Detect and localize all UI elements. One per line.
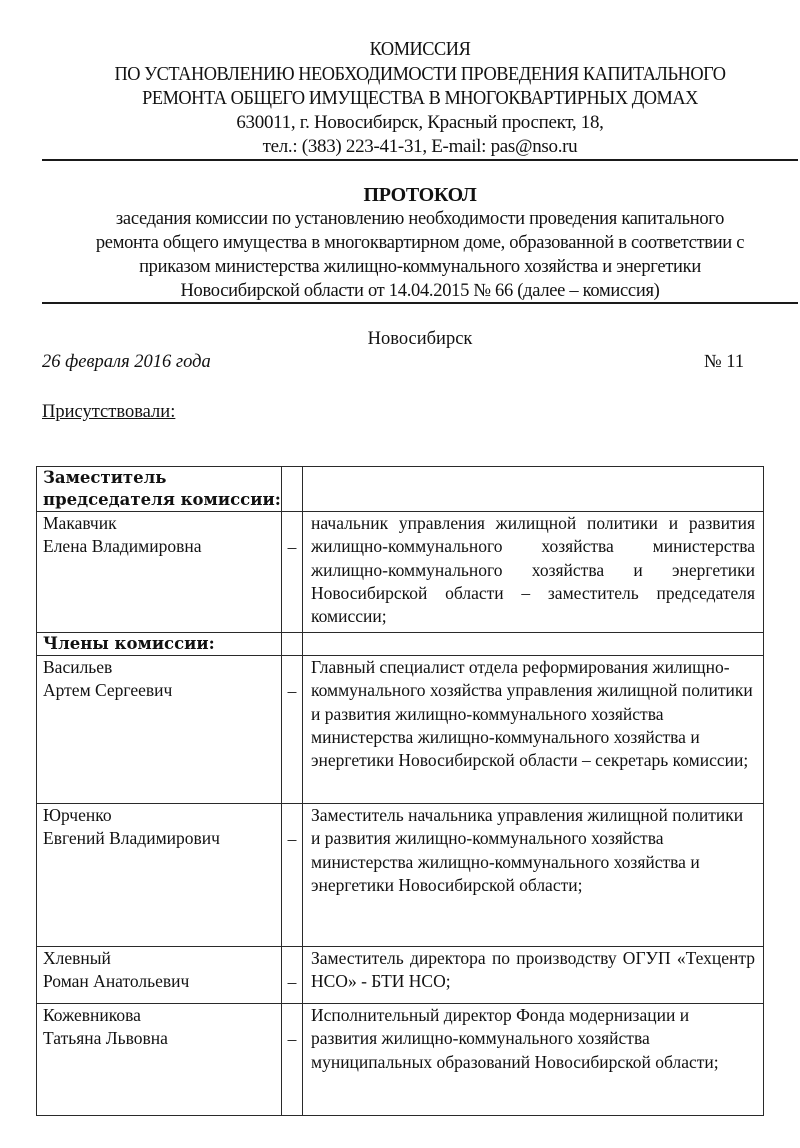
- commission-title-line-3: РЕМОНТА ОБЩЕГО ИМУЩЕСТВА В МНОГОКВАРТИРНЫХ ДОМАХ: [142, 88, 698, 109]
- commission-title-line-2: ПО УСТАНОВЛЕНИЮ НЕОБХОДИМОСТИ ПРОВЕДЕНИЯ КАПИТАЛЬНОГО: [114, 64, 726, 85]
- protocol-subtitle-line-4: Новосибирской области от 14.04.2015 № 66 (далее – комиссия): [180, 281, 660, 301]
- member-position: Главный специалист отдела реформирования жилищно-коммунального хозяйства управления жилищной политики и развития жилищно-коммунального хозяйства министерства жилищно-коммунального хозяйства и энергетики Новосибирской области – секретарь комиссии;: [303, 656, 764, 804]
- member-name-cell: [37, 804, 282, 947]
- member-name-cell: [37, 947, 282, 1004]
- protocol-title: ПРОТОКОЛ: [363, 184, 477, 206]
- member-position: Заместитель директора по производству ОГУП «Техцентр НСО» - БТИ НСО;: [303, 947, 764, 1004]
- empty-cell: [303, 633, 764, 656]
- protocol-subtitle-line-3: приказом министерства жилищно-коммунального хозяйства и энергетики: [139, 257, 701, 277]
- commission-title: КОМИССИЯ: [369, 39, 471, 60]
- dash: –: [287, 1029, 297, 1049]
- meeting-city: Новосибирск: [367, 329, 473, 349]
- table-row: [37, 512, 764, 633]
- section-row: [37, 633, 764, 656]
- protocol-subtitle-line-1: заседания комиссии по установлению необходимости проведения капитального: [115, 209, 725, 229]
- section-title: Члены комиссии:: [37, 633, 282, 656]
- member-given-names: Татьяна Львовна: [43, 1028, 168, 1049]
- table-row: [37, 1004, 764, 1116]
- member-position: Заместитель начальника управления жилищной политики и развития жилищно-коммунального хозяйства министерства жилищно-коммунального хозяйства и энергетики Новосибирской области;: [303, 804, 764, 947]
- member-position: Исполнительный директор Фонда модернизации и развития жилищно-коммунального хозяйства муниципальных образований Новосибирской области;: [303, 1004, 764, 1116]
- empty-cell: [303, 467, 764, 512]
- attendees-table: [36, 466, 764, 1116]
- dash-cell: [282, 467, 303, 512]
- dash-cell: [282, 947, 303, 1004]
- member-given-names: Роман Анатольевич: [43, 971, 190, 992]
- section-row: [37, 467, 764, 512]
- protocol-number: № 11: [704, 352, 745, 372]
- member-given-names: Елена Владимировна: [43, 536, 202, 557]
- meeting-date: 26 февраля 2016 года: [42, 352, 211, 372]
- dash-cell: [282, 656, 303, 804]
- table-row: [37, 656, 764, 804]
- member-surname: Кожевникова: [43, 1005, 141, 1025]
- member-position: начальник управления жилищной политики и развития жилищно-коммунального хозяйства министерства жилищно-коммунального хозяйства и энергетики Новосибирской области – заместитель председателя комиссии;: [303, 512, 764, 633]
- member-given-names: Артем Сергеевич: [43, 680, 173, 701]
- member-name-cell: [37, 512, 282, 633]
- dash-cell: [282, 633, 303, 656]
- member-surname: Хлевный: [43, 948, 111, 968]
- member-given-names: Евгений Владимирович: [43, 828, 220, 849]
- dash: –: [287, 829, 297, 849]
- section-title: Заместитель председателя комиссии:: [37, 467, 282, 512]
- header-divider: [42, 159, 798, 161]
- dash: –: [287, 537, 297, 557]
- member-surname: Васильев: [43, 657, 113, 677]
- dash: –: [287, 972, 297, 992]
- protocol-subtitle-line-2: ремонта общего имущества в многоквартирном доме, образованной в соответствии с: [95, 233, 745, 253]
- protocol-divider: [42, 302, 798, 304]
- member-name-cell: [37, 656, 282, 804]
- member-surname: Макавчик: [43, 513, 117, 533]
- commission-contacts: тел.: (383) 223-41-31, E-mail: pas@nso.ru: [262, 136, 578, 157]
- member-surname: Юрченко: [43, 805, 112, 825]
- attendees-label: Присутствовали:: [42, 402, 176, 422]
- dash: –: [287, 681, 297, 701]
- dash-cell: [282, 512, 303, 633]
- member-name-cell: [37, 1004, 282, 1116]
- commission-address: 630011, г. Новосибирск, Красный проспект, 18,: [236, 112, 604, 133]
- table-row: [37, 947, 764, 1004]
- table-row: [37, 804, 764, 947]
- dash-cell: [282, 1004, 303, 1116]
- dash-cell: [282, 804, 303, 947]
